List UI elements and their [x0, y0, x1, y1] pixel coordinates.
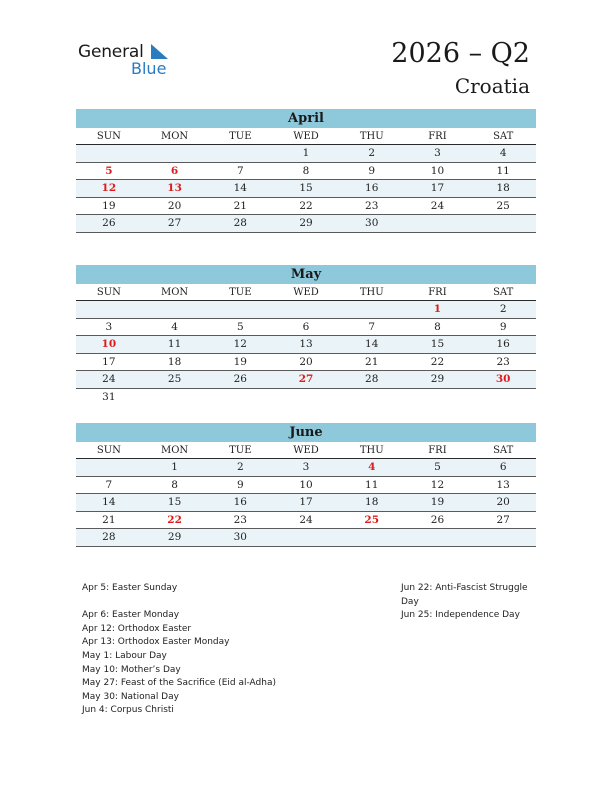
week-row	[76, 494, 536, 512]
weekday-label: TUE	[229, 131, 252, 142]
month-april	[76, 109, 536, 233]
empty-day-cell	[207, 301, 273, 318]
empty-day-cell	[405, 389, 471, 407]
day-cell: 3	[302, 461, 310, 473]
empty-day-cell	[142, 301, 208, 318]
day-cell: 21	[365, 355, 379, 368]
day-cell: 15	[430, 338, 445, 350]
day-cell: 23	[233, 513, 247, 526]
day-cell: 20	[167, 199, 182, 212]
day-cell: 13	[299, 338, 313, 350]
day-cell: 4	[499, 147, 507, 159]
day-cell: 2	[236, 461, 244, 473]
week-row	[76, 198, 536, 216]
day-cell: 25	[496, 199, 510, 212]
weekday-label: MON	[160, 287, 189, 298]
weekday-label: TUE	[229, 445, 252, 456]
week-row	[76, 371, 536, 389]
empty-day-cell	[207, 145, 273, 162]
day-cell: 27	[167, 217, 182, 229]
day-cell: 5	[236, 320, 244, 333]
day-cell: 18	[365, 496, 379, 508]
day-cell: 6	[170, 164, 179, 177]
day-cell: 7	[236, 164, 244, 177]
weekday-label: SUN	[96, 287, 121, 298]
empty-day-cell	[470, 215, 536, 232]
logo-word-general: General	[78, 42, 144, 62]
day-cell: 28	[233, 217, 247, 229]
day-cell: 14	[365, 338, 379, 350]
holiday-entry: May 30: National Day	[82, 691, 179, 702]
empty-day-cell	[76, 301, 142, 318]
logo-triangle-icon	[149, 44, 169, 60]
holiday-entry: Jun 22: Anti-Fascist Struggle Day	[401, 583, 528, 607]
weekday-header-row	[76, 128, 536, 145]
brand-logo	[78, 42, 178, 82]
weekday-label: SAT	[493, 131, 514, 142]
holiday-list-left	[82, 582, 382, 718]
day-cell: 23	[496, 355, 510, 368]
day-cell: 2	[499, 303, 507, 315]
day-cell: 29	[430, 373, 445, 385]
weekday-label: THU	[359, 131, 384, 142]
empty-day-cell	[405, 529, 471, 546]
day-cell: 10	[299, 478, 313, 491]
day-cell: 23	[365, 199, 379, 212]
day-cell: 9	[236, 478, 244, 491]
week-row	[76, 336, 536, 354]
day-cell: 5	[434, 461, 441, 473]
empty-day-cell	[273, 301, 339, 318]
weekday-label: SAT	[493, 287, 514, 298]
day-cell: 13	[167, 182, 182, 194]
day-cell: 14	[233, 182, 247, 194]
day-cell: 8	[171, 478, 178, 491]
day-cell: 17	[430, 182, 445, 194]
day-cell: 11	[365, 478, 379, 491]
empty-day-cell	[405, 215, 471, 232]
day-cell: 1	[302, 147, 310, 159]
empty-day-cell	[273, 529, 339, 546]
weekday-label: WED	[293, 131, 319, 142]
weekday-label: WED	[293, 445, 319, 456]
day-cell: 28	[365, 373, 379, 385]
day-cell: 26	[102, 217, 116, 229]
day-cell: 18	[496, 182, 510, 194]
day-cell: 1	[433, 303, 442, 315]
day-cell: 12	[101, 182, 117, 194]
weekday-label: THU	[359, 287, 384, 298]
week-row	[76, 512, 536, 530]
day-cell: 31	[102, 390, 116, 403]
country-name: Croatia	[454, 74, 530, 98]
day-cell: 3	[105, 320, 113, 333]
day-cell: 19	[430, 496, 445, 508]
day-cell: 20	[496, 496, 510, 508]
day-cell: 16	[233, 496, 247, 508]
day-cell: 29	[167, 531, 182, 543]
empty-day-cell	[76, 459, 142, 476]
day-cell: 17	[102, 355, 116, 368]
day-cell: 26	[430, 513, 445, 526]
day-cell: 10	[430, 164, 445, 177]
logo-word-blue: Blue	[131, 59, 167, 78]
day-cell: 2	[368, 147, 376, 159]
weekday-label: WED	[293, 287, 319, 298]
day-cell: 24	[430, 199, 445, 212]
week-row	[76, 163, 536, 181]
week-row	[76, 477, 536, 495]
holiday-entry: May 10: Mother’s Day	[82, 664, 181, 675]
day-cell: 22	[167, 513, 182, 526]
day-cell: 14	[102, 496, 116, 508]
weekday-label: FRI	[428, 445, 447, 456]
week-row	[76, 389, 536, 407]
weekday-label: FRI	[428, 287, 447, 298]
day-cell: 26	[233, 373, 247, 385]
day-cell: 24	[299, 513, 313, 526]
day-cell: 7	[368, 320, 376, 333]
month-header: April	[76, 109, 536, 128]
day-cell: 19	[233, 355, 247, 368]
day-cell: 9	[368, 164, 376, 177]
day-cell: 19	[102, 199, 116, 212]
holiday-entry: Apr 13: Orthodox Easter Monday	[82, 637, 230, 648]
day-cell: 27	[496, 513, 510, 526]
day-cell: 1	[171, 461, 178, 473]
day-cell: 12	[233, 338, 247, 350]
day-cell: 6	[302, 320, 310, 333]
holiday-entry: May 1: Labour Day	[82, 650, 167, 661]
day-cell: 20	[299, 355, 313, 368]
day-cell: 21	[102, 513, 116, 526]
day-cell: 15	[167, 496, 182, 508]
holiday-entry: Jun 4: Corpus Christi	[82, 705, 174, 716]
day-cell: 25	[364, 513, 380, 526]
day-cell: 3	[434, 147, 441, 159]
empty-day-cell	[339, 389, 405, 407]
month-may	[76, 265, 536, 406]
day-cell: 27	[298, 373, 314, 385]
month-header: June	[76, 423, 536, 442]
weekday-header-row	[76, 284, 536, 301]
week-row	[76, 529, 536, 547]
empty-day-cell	[339, 301, 405, 318]
holiday-entry: May 27: Feast of the Sacrifice (Eid al-Adha)	[82, 678, 276, 689]
day-cell: 17	[299, 496, 313, 508]
holiday-entry: Apr 5: Easter Sunday	[82, 583, 178, 593]
weekday-label: SUN	[96, 131, 121, 142]
weekday-header-row	[76, 442, 536, 459]
week-row	[76, 319, 536, 337]
day-cell: 11	[496, 164, 510, 177]
day-cell: 6	[499, 461, 507, 473]
day-cell: 30	[365, 217, 379, 229]
day-cell: 30	[233, 531, 247, 543]
week-row	[76, 145, 536, 163]
weekday-label: MON	[160, 131, 189, 142]
day-cell: 4	[171, 320, 178, 333]
day-cell: 8	[302, 164, 310, 177]
page-title: 2026 – Q2	[391, 38, 530, 69]
day-cell: 21	[233, 199, 247, 212]
day-cell: 22	[299, 199, 313, 212]
weekday-label: FRI	[428, 131, 447, 142]
week-row	[76, 354, 536, 372]
empty-day-cell	[142, 389, 208, 407]
day-cell: 9	[499, 320, 507, 333]
holiday-entry: Jun 25: Independence Day	[401, 610, 520, 621]
day-cell: 30	[495, 373, 511, 385]
day-cell: 11	[167, 338, 182, 350]
day-cell: 4	[368, 461, 376, 473]
empty-day-cell	[339, 529, 405, 546]
day-cell: 12	[430, 478, 445, 491]
day-cell: 5	[105, 164, 113, 177]
holiday-entry: Apr 12: Orthodox Easter	[82, 623, 192, 634]
month-june	[76, 423, 536, 547]
day-cell: 22	[430, 355, 445, 368]
day-cell: 28	[102, 531, 116, 543]
day-cell: 16	[496, 338, 510, 350]
day-cell: 8	[434, 320, 441, 333]
empty-day-cell	[273, 389, 339, 407]
day-cell: 15	[299, 182, 313, 194]
month-header: May	[76, 265, 536, 284]
week-row	[76, 459, 536, 477]
weekday-label: TUE	[229, 287, 252, 298]
holiday-entry: Apr 6: Easter Monday	[82, 610, 180, 621]
day-cell: 18	[167, 355, 182, 368]
day-cell: 13	[496, 478, 510, 491]
holiday-list-right	[401, 582, 541, 623]
week-row	[76, 180, 536, 198]
empty-day-cell	[470, 389, 536, 407]
day-cell: 25	[167, 373, 182, 385]
week-row	[76, 215, 536, 233]
empty-day-cell	[142, 145, 208, 162]
empty-day-cell	[470, 529, 536, 546]
day-cell: 10	[101, 338, 117, 350]
weekday-label: SUN	[96, 445, 121, 456]
day-cell: 24	[102, 373, 116, 385]
empty-day-cell	[76, 145, 142, 162]
empty-day-cell	[207, 389, 273, 407]
weekday-label: THU	[359, 445, 384, 456]
weekday-label: SAT	[493, 445, 514, 456]
day-cell: 16	[365, 182, 379, 194]
holiday-entry	[82, 596, 382, 610]
weekday-label: MON	[160, 445, 189, 456]
day-cell: 7	[105, 478, 113, 491]
day-cell: 29	[299, 217, 313, 229]
week-row	[76, 301, 536, 319]
